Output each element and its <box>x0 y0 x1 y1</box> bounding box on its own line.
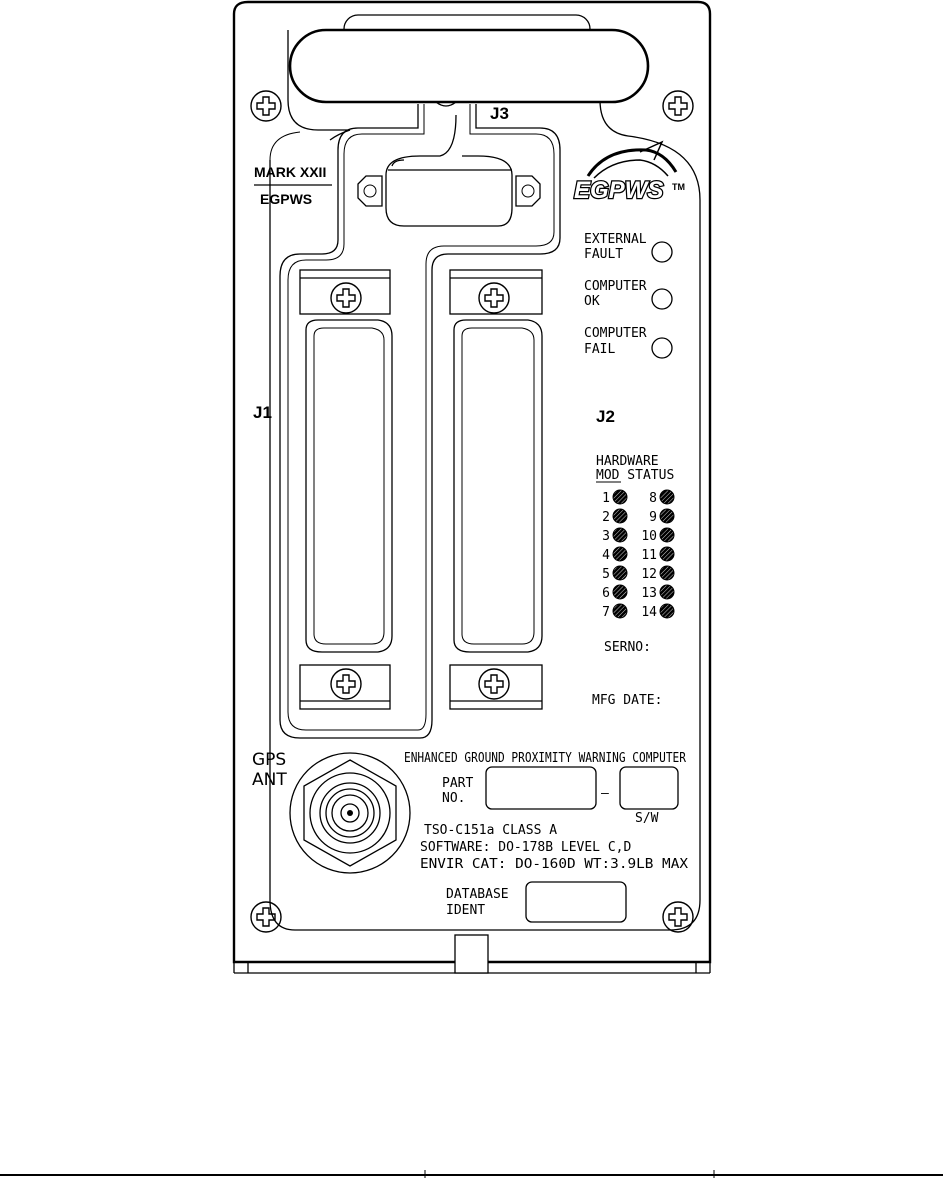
indicator-label-2b: OK <box>584 294 600 309</box>
j2-connector <box>450 270 542 709</box>
cert-line-2: SOFTWARE: DO-178B LEVEL C,D <box>420 840 632 855</box>
j3-channel <box>280 104 560 738</box>
part-no-label-2: NO. <box>442 791 466 806</box>
egpws-logo <box>574 142 685 204</box>
mod-status-dot <box>660 509 674 523</box>
mod-status-title-1: HARDWARE <box>596 454 659 469</box>
bottom-key-tab <box>455 935 488 973</box>
indicator-label-1b: FAULT <box>584 247 624 262</box>
mod-status-number: 1 <box>602 491 610 506</box>
corner-screw-top-left <box>251 91 281 121</box>
mod-status-dot <box>613 585 627 599</box>
mod-status-dot <box>660 566 674 580</box>
mod-status-dot <box>660 585 674 599</box>
model-label-line1: MARK XXII <box>254 164 327 180</box>
indicator-label-3b: FAIL <box>584 342 616 357</box>
mfg-date-label: MFG DATE: <box>592 693 663 708</box>
mod-status-dot <box>660 547 674 561</box>
mod-status-number: 4 <box>602 548 610 563</box>
mod-status-number: 12 <box>641 567 657 582</box>
mod-status-dot <box>613 528 627 542</box>
mod-status-number: 14 <box>641 605 657 620</box>
mod-status-dot <box>613 509 627 523</box>
mod-status-dot <box>613 547 627 561</box>
software-window <box>620 767 678 809</box>
carry-handle <box>290 30 648 102</box>
mod-status-number: 11 <box>641 548 657 563</box>
database-label-2: IDENT <box>446 903 486 918</box>
cert-line-3: ENVIR CAT: DO-160D WT:3.9LB MAX <box>420 857 689 872</box>
indicator-external-fault <box>584 232 672 262</box>
mod-status-number: 8 <box>649 491 657 506</box>
j3-connector <box>358 115 540 226</box>
mod-status-dot <box>660 528 674 542</box>
product-name: ENHANCED GROUND PROXIMITY WARNING COMPUTER <box>404 751 687 766</box>
mod-status-grid <box>602 490 674 620</box>
j1-label: J1 <box>253 403 272 422</box>
computer-fail-lamp <box>652 338 672 358</box>
indicator-computer-fail <box>584 326 672 358</box>
serno-label: SERNO: <box>604 640 651 655</box>
egpws-logo-text: EGPWS <box>574 177 664 204</box>
database-label-1: DATABASE <box>446 887 509 902</box>
database-ident-window <box>526 882 626 922</box>
mod-status-dot <box>660 604 674 618</box>
corner-screw-top-right <box>663 91 693 121</box>
computer-ok-lamp <box>652 289 672 309</box>
part-no-label-1: PART <box>442 776 474 791</box>
gps-label-line1: GPS <box>252 750 287 770</box>
mod-status-title-2: MOD STATUS <box>596 468 675 483</box>
mod-status-number: 6 <box>602 586 610 601</box>
mod-status-dot <box>613 566 627 580</box>
indicator-label-1a: EXTERNAL <box>584 232 647 247</box>
indicator-label-2a: COMPUTER <box>584 279 647 294</box>
part-number-dash: – <box>601 786 609 801</box>
indicator-computer-ok <box>584 279 672 309</box>
j3-label: J3 <box>490 104 509 123</box>
indicator-label-3a: COMPUTER <box>584 326 647 341</box>
external-fault-lamp <box>652 242 672 262</box>
gps-antenna-connector <box>290 753 410 873</box>
mod-status-dot <box>613 604 627 618</box>
j1-connector <box>300 270 392 709</box>
corner-screw-bottom-left <box>251 902 281 932</box>
mod-status-number: 2 <box>602 510 610 525</box>
mod-status-number: 3 <box>602 529 610 544</box>
mod-status-number: 7 <box>602 605 610 620</box>
mod-status-number: 10 <box>641 529 657 544</box>
mod-status-dot <box>613 490 627 504</box>
egpws-logo-tm: TM <box>672 182 685 192</box>
part-number-window <box>486 767 596 809</box>
model-label-line2: EGPWS <box>260 191 313 207</box>
mod-status-number: 5 <box>602 567 610 582</box>
cert-line-1: TSO-C151a CLASS A <box>424 823 558 838</box>
mod-status-dot <box>660 490 674 504</box>
j2-label: J2 <box>596 407 615 426</box>
mod-status-number: 13 <box>641 586 657 601</box>
sw-label: S/W <box>635 811 659 826</box>
mod-status-number: 9 <box>649 510 657 525</box>
corner-screw-bottom-right <box>663 902 693 932</box>
gps-label-line2: ANT <box>252 770 287 790</box>
